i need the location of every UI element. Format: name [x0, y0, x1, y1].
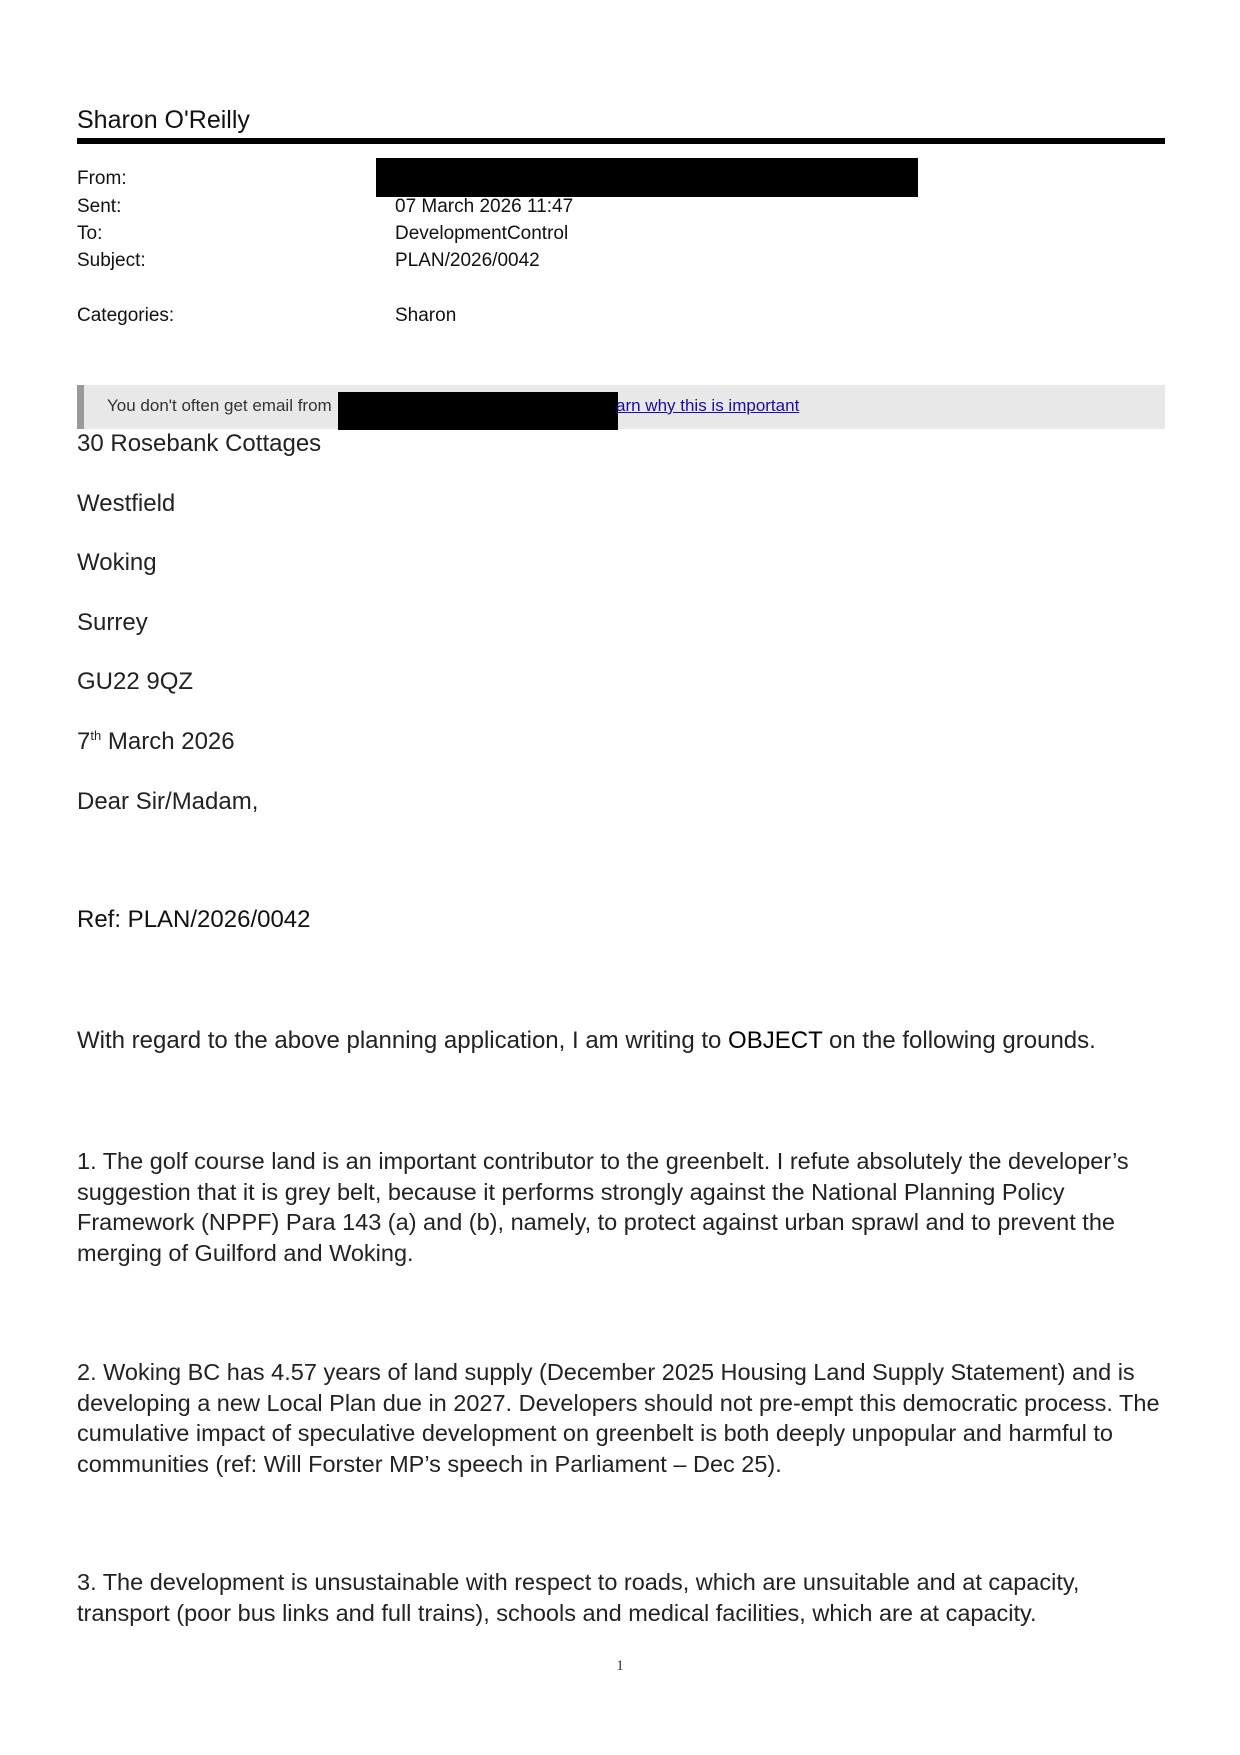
intro-after: on the following grounds. — [822, 1027, 1096, 1054]
categories-value: Sharon — [395, 305, 457, 326]
warning-text: You don't often get email from — [107, 396, 332, 415]
page-number: 1 — [616, 1658, 624, 1674]
address-line: Surrey — [77, 609, 148, 636]
address-line: 30 Rosebank Cottages — [77, 430, 322, 457]
date-rest: March 2026 — [101, 728, 235, 755]
subject-label: Subject: — [77, 250, 146, 271]
redacted-from-address — [376, 158, 918, 197]
from-label: From: — [77, 168, 127, 189]
sent-label: Sent: — [77, 196, 122, 217]
header-rule — [77, 138, 1165, 144]
to-value: DevelopmentControl — [395, 223, 569, 244]
warning-banner-edge — [77, 385, 84, 429]
subject-value: PLAN/2026/0042 — [395, 250, 540, 271]
date-day: 7 — [77, 728, 91, 755]
intro-paragraph — [77, 1027, 1096, 1055]
address-line: Woking — [77, 549, 157, 576]
objection-point: 1. The golf course land is an important contributor to the greenbelt. I refute absolutely the developer’s suggestion that it is grey belt, because it performs strongly against the National Planning Policy Framework (NPPF) Para 143 (a) and (b), namely, to protect against urban sprawl and to prevent the merging of Guilford and Woking. — [77, 1148, 1129, 1266]
salutation: Dear Sir/Madam, — [77, 788, 259, 815]
objection-point: 2. Woking BC has 4.57 years of land supply (December 2025 Housing Land Supply Statement) and is developing a new Local Plan due in 2027. Developers should not pre-empt this democratic process. The cumulative impact of speculative development on greenbelt is both deeply unpopular and harmful to communities (ref: Will Forster MP’s speech in Parliament – Dec 25). — [77, 1359, 1160, 1477]
learn-why-important-link[interactable]: arn why this is important — [616, 396, 800, 415]
date-suffix: th — [90, 728, 102, 743]
redacted-sender-address — [338, 392, 618, 430]
intro-before: With regard to the above planning application, I am writing to — [77, 1027, 729, 1054]
intro-emphasis: OBJECT — [728, 1027, 823, 1054]
sender-name: Sharon O'Reilly — [77, 106, 250, 134]
objection-point: 3. The development is unsustainable with respect to roads, which are unsuitable and at capacity, transport (poor bus links and full trains), schools and medical facilities, which are at capacity. — [77, 1569, 1080, 1626]
reference-line: Ref: PLAN/2026/0042 — [77, 906, 311, 933]
sent-value: 07 March 2026 11:47 — [395, 196, 574, 217]
letter-date — [77, 728, 235, 756]
address-line: Westfield — [77, 490, 176, 517]
address-line: GU22 9QZ — [77, 668, 194, 695]
categories-label: Categories: — [77, 305, 175, 326]
to-label: To: — [77, 223, 103, 244]
